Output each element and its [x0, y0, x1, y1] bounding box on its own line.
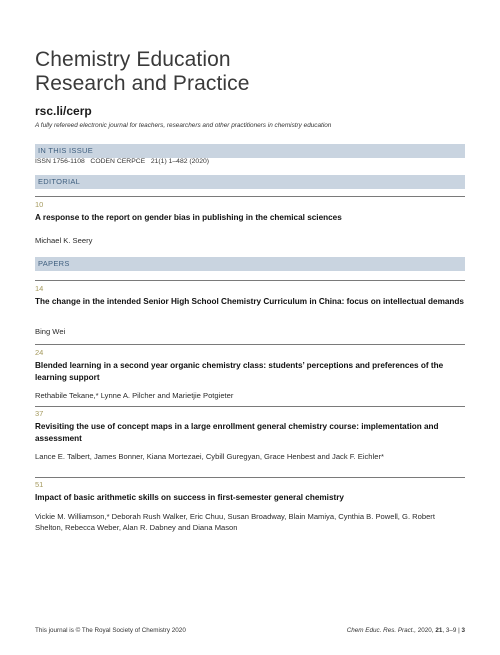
journal-title	[35, 48, 250, 96]
papers-heading: PAPERS	[38, 259, 70, 268]
article-divider	[35, 196, 465, 197]
in-this-issue-heading: IN THIS ISSUE	[38, 146, 94, 155]
article-title[interactable]: A response to the report on gender bias in publishing in the chemical sciences	[35, 213, 342, 222]
article-divider	[35, 477, 465, 478]
journal-citation: Chem Educ. Res. Pract., 2020, 21, 3–9 | 3	[346, 627, 465, 634]
editorial-band	[35, 175, 465, 189]
article-divider	[35, 406, 465, 407]
citation-separator: |	[458, 627, 460, 634]
article-authors: Vickie M. Williamson,* Deborah Rush Walker, Eric Chuu, Susan Broadway, Blain Mamiya, Cynthia B. Powell, G. Robert Shelton, Rebecca Weber, Alan R. Dabney and Diana Mason	[35, 512, 435, 532]
article-divider	[35, 280, 465, 281]
page-number: 3	[461, 627, 465, 634]
journal-tagline: A fully refereed electronic journal for teachers, researchers and other practitioners in chemistry education	[35, 122, 332, 129]
article-title[interactable]: Impact of basic arithmetic skills on success in first-semester general chemistry	[35, 493, 344, 502]
article-authors: Lance E. Talbert, James Bonner, Kiana Mortezaei, Cybill Guregyan, Grace Henbest and Jack F. Eichler*	[35, 452, 384, 461]
article-authors: Bing Wei	[35, 327, 66, 336]
article-authors: Rethabile Tekane,* Lynne A. Pilcher and Marietjie Potgieter	[35, 391, 234, 400]
article-authors: Michael K. Seery	[35, 236, 93, 245]
citation-volume: 21	[435, 627, 443, 634]
issue-metadata: ISSN 1756-1108 CODEN CERPCE 21(1) 1–482 (2020)	[35, 158, 210, 165]
article-page-number: 37	[35, 409, 44, 418]
article-page-number: 14	[35, 284, 44, 293]
copyright-notice: This journal is © The Royal Society of Chemistry 2020	[35, 627, 186, 634]
citation-pages: 3–9	[445, 627, 457, 634]
editorial-heading: EDITORIAL	[38, 177, 81, 186]
journal-url[interactable]: rsc.li/cerp	[35, 104, 92, 118]
article-page-number: 10	[35, 200, 44, 209]
journal-title-line-2: Research and Practice	[35, 72, 250, 95]
citation-year: 2020,	[417, 627, 434, 634]
article-title[interactable]: Blended learning in a second year organic chemistry class: students’ perceptions and preferences of the learning support	[35, 361, 444, 382]
article-title[interactable]: Revisiting the use of concept maps in a large enrollment general chemistry course: implementation and assessment	[35, 422, 439, 443]
article-divider	[35, 344, 465, 345]
in-this-issue-band	[35, 144, 465, 158]
article-page-number: 51	[35, 480, 44, 489]
journal-reference: Chem Educ. Res. Pract.,	[346, 627, 417, 634]
article-title[interactable]: The change in the intended Senior High School Chemistry Curriculum in China: focus on intellectual demands	[35, 297, 464, 306]
papers-band	[35, 257, 465, 271]
article-page-number: 24	[35, 348, 44, 357]
journal-title-line-1: Chemistry Education	[35, 48, 231, 71]
